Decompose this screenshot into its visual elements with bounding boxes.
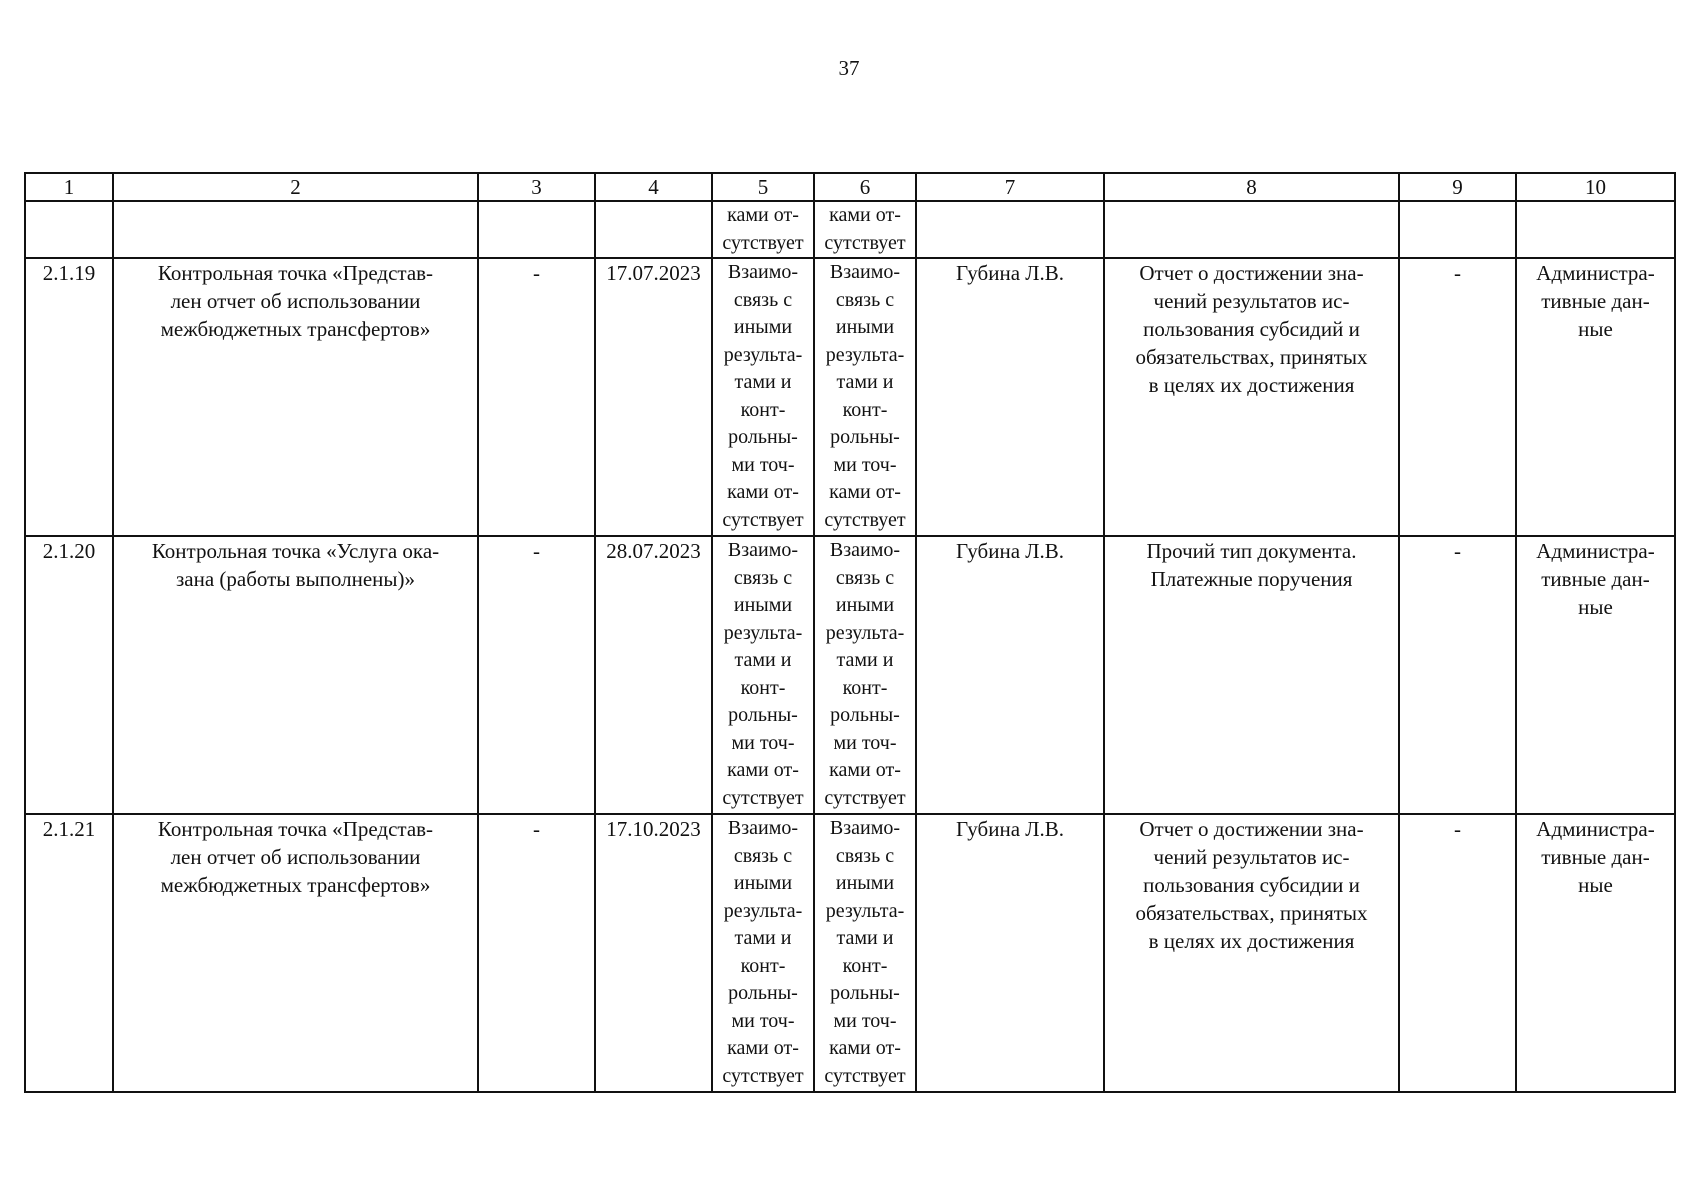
column-9-value: - [1399, 258, 1516, 536]
responsible-person: Губина Л.В. [916, 258, 1104, 536]
table-row [25, 536, 1675, 814]
relation-cell: Взаимо- связь с иными результа- тами и конт- рольны- ми точ- ками от- сутствует [712, 258, 814, 536]
relation-cell: Взаимо- связь с иными результа- тами и конт- рольны- ми точ- ками от- сутствует [814, 536, 916, 814]
due-date: 28.07.2023 [595, 536, 712, 814]
data-source [1516, 536, 1675, 814]
document-type [1104, 814, 1399, 1092]
title-text: Контрольная точка «Представ- лен отчет об использовании межбюджетных трансфертов» [157, 817, 434, 897]
column-header: 5 [712, 173, 814, 201]
control-point-title [113, 536, 478, 814]
control-point-title [113, 814, 478, 1092]
column-header: 1 [25, 173, 113, 201]
row-number: 2.1.21 [25, 814, 113, 1092]
empty-cell [595, 201, 712, 258]
document-type [1104, 258, 1399, 536]
empty-cell [25, 201, 113, 258]
column-header: 10 [1516, 173, 1675, 201]
empty-cell [478, 201, 595, 258]
column-header: 9 [1399, 173, 1516, 201]
source-text: Администра- тивные дан- ные [1536, 261, 1655, 341]
relation-cell: Взаимо- связь с иными результа- тами и конт- рольны- ми точ- ками от- сутствует [814, 258, 916, 536]
column-header: 4 [595, 173, 712, 201]
column-3-value: - [478, 536, 595, 814]
source-text: Администра- тивные дан- ные [1536, 817, 1655, 897]
due-date: 17.10.2023 [595, 814, 712, 1092]
continuation-row [25, 201, 1675, 258]
plan-table [24, 172, 1676, 1093]
responsible-person: Губина Л.В. [916, 536, 1104, 814]
empty-cell [113, 201, 478, 258]
title-text: Контрольная точка «Представ- лен отчет об использовании межбюджетных трансфертов» [157, 261, 434, 341]
column-9-value: - [1399, 814, 1516, 1092]
document-type [1104, 536, 1399, 814]
table-row [25, 814, 1675, 1092]
data-source [1516, 258, 1675, 536]
column-header: 8 [1104, 173, 1399, 201]
empty-cell [1399, 201, 1516, 258]
source-text: Администра- тивные дан- ные [1536, 539, 1655, 619]
table-row [25, 258, 1675, 536]
document-text: Отчет о достижении зна- чений результатов ис- пользования субсидии и обязательствах, принятых в целях их достижения [1135, 817, 1368, 953]
column-header: 3 [478, 173, 595, 201]
relation-cell: ками от- сутствует [814, 201, 916, 258]
column-3-value: - [478, 258, 595, 536]
column-3-value: - [478, 814, 595, 1092]
relation-cell: Взаимо- связь с иными результа- тами и конт- рольны- ми точ- ками от- сутствует [712, 814, 814, 1092]
row-number: 2.1.20 [25, 536, 113, 814]
control-point-title [113, 258, 478, 536]
title-text: Контрольная точка «Услуга ока- зана (работы выполнены)» [151, 539, 440, 591]
column-header: 6 [814, 173, 916, 201]
column-header: 7 [916, 173, 1104, 201]
column-header: 2 [113, 173, 478, 201]
empty-cell [1104, 201, 1399, 258]
relation-cell: Взаимо- связь с иными результа- тами и конт- рольны- ми точ- ками от- сутствует [712, 536, 814, 814]
data-source [1516, 814, 1675, 1092]
header-row [25, 173, 1675, 201]
empty-cell [1516, 201, 1675, 258]
row-number: 2.1.19 [25, 258, 113, 536]
document-text: Прочий тип документа. Платежные поручения [1146, 539, 1357, 591]
column-9-value: - [1399, 536, 1516, 814]
document-text: Отчет о достижении зна- чений результатов ис- пользования субсидий и обязательствах, принятых в целях их достижения [1135, 261, 1368, 397]
due-date: 17.07.2023 [595, 258, 712, 536]
page-number: 37 [838, 56, 860, 80]
responsible-person: Губина Л.В. [916, 814, 1104, 1092]
relation-cell: Взаимо- связь с иными результа- тами и конт- рольны- ми точ- ками от- сутствует [814, 814, 916, 1092]
relation-cell: ками от- сутствует [712, 201, 814, 258]
empty-cell [916, 201, 1104, 258]
